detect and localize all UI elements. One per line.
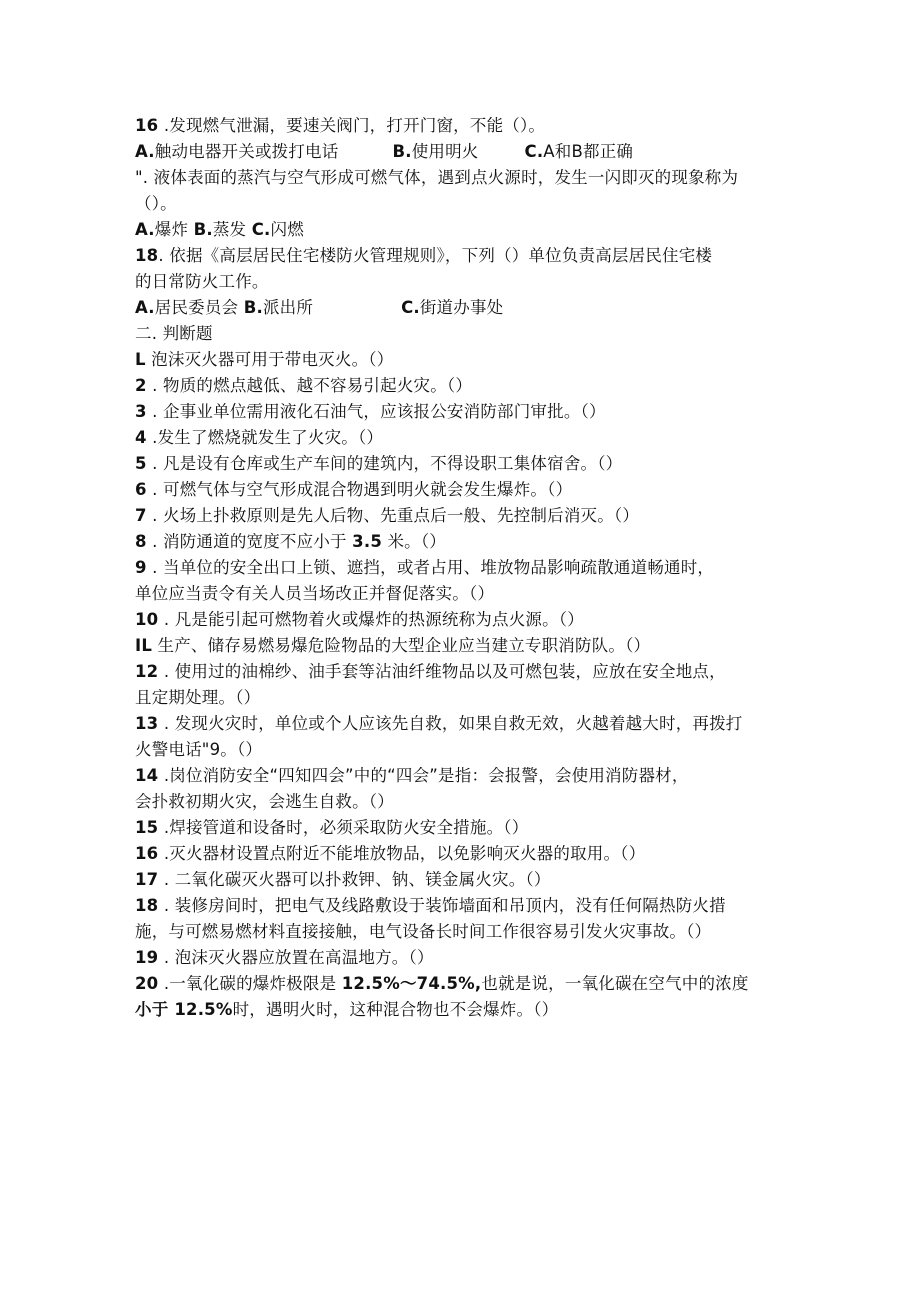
section-title: 二. 判断题	[135, 324, 213, 343]
question-18-line2: 的日常防火工作。	[135, 272, 269, 291]
question-17-line1: ". 液体表面的蒸汽与空气形成可燃气体，遇到点火源时，发生一闪即灭的现象称为	[135, 168, 739, 187]
tf-question-5: 5 . 凡是设有仓库或生产车间的建筑内，不得设职工集体宿舍。（）	[135, 454, 623, 473]
question-17-line2: （）。	[135, 194, 177, 213]
option-a: A.居民委员会	[135, 298, 239, 317]
tf-question-8: 8 . 消防通道的宽度不应小于 3.5 米。（）	[135, 532, 447, 551]
tf-question-11: IL 生产、储存易燃易爆危险物品的大型企业应当建立专职消防队。（）	[135, 636, 651, 655]
question-number: 18	[135, 246, 159, 265]
option-a: A.爆炸	[135, 220, 189, 239]
tf-question-20: 20 .一氧化碳的爆炸极限是 12.5%～74.5%,也就是说，一氧化碳在空气中的浓度	[135, 974, 749, 993]
option-c: C.街道办事处	[401, 298, 504, 317]
question-18-options	[135, 295, 795, 321]
tf-question-12: 12 . 使用过的油棉纱、油手套等沾油纤维物品以及可燃包装，应放在安全地点，	[135, 662, 726, 681]
tf-question-9: 9 . 当单位的安全出口上锁、遮挡，或者占用、堆放物品影响疏散通道畅通时，	[135, 558, 715, 577]
tf-question-16: 16 .灭火器材设置点附近不能堆放物品，以免影响灭火器的取用。（）	[135, 844, 646, 863]
option-b: B.使用明火	[392, 142, 479, 161]
exam-content	[135, 113, 795, 1023]
option-c: C.闪燃	[251, 220, 304, 239]
question-16	[135, 113, 795, 139]
tf-question-13-line2: 火警电话"9。（）	[135, 740, 263, 759]
tf-question-18-line2: 施，与可燃易燃材料直接接触，电气设备长时间工作很容易引发火灾事故。（）	[135, 922, 712, 941]
tf-question-1: L 泡沫灭火器可用于带电灭火。（）	[135, 350, 394, 369]
question-text: . 依据《高层居民住宅楼防火管理规则》，下列（）单位负责高层居民住宅楼	[158, 246, 713, 265]
tf-question-7: 7 . 火场上扑救原则是先人后物、先重点后一般、先控制后消灭。（）	[135, 506, 640, 525]
tf-question-14-line2: 会扑救初期火灾，会逃生自救。（）	[135, 792, 394, 811]
option-b: B.蒸发	[193, 220, 247, 239]
tf-question-10: 10 . 凡是能引起可燃物着火或爆炸的热源统称为点火源。（）	[135, 610, 584, 629]
question-number: 16	[135, 116, 159, 135]
tf-question-4: 4 .发生了燃烧就发生了火灾。（）	[135, 428, 384, 447]
question-text: .发现燃气泄漏，要速关阀门，打开门窗，不能（）。	[158, 116, 546, 135]
tf-question-13: 13 . 发现火灾时，单位或个人应该先自救，如果自救无效，火越着越大时，再拨打	[135, 714, 743, 733]
tf-question-14: 14 .岗位消防安全“四知四会”中的“四会”是指：会报警，会使用消防器材，	[135, 766, 689, 785]
tf-question-15: 15 .焊接管道和设备时，必须采取防火安全措施。（）	[135, 818, 529, 837]
tf-question-18: 18 . 装修房间时，把电气及线路敷设于装饰墙面和吊顶内，没有任何隔热防火措	[135, 896, 726, 915]
option-b: B.派出所	[243, 298, 314, 317]
option-a: A.触动电器开关或拨打电话	[135, 142, 339, 161]
tf-question-20-line2: 小于 12.5%时，遇明火时，这种混合物也不会爆炸。（）	[135, 1000, 559, 1019]
option-c: C.A和B都正确	[524, 142, 634, 161]
tf-question-12-line2: 且定期处理。（）	[135, 688, 261, 707]
tf-question-9-line2: 单位应当责令有关人员当场改正并督促落实。（）	[135, 584, 495, 603]
tf-question-3: 3 . 企事业单位需用液化石油气，应该报公安消防部门审批。（）	[135, 402, 606, 421]
tf-question-17: 17 . 二氧化碳灭火器可以扑救钾、钠、镁金属火灾。（）	[135, 870, 551, 889]
question-18	[135, 243, 795, 269]
tf-question-2: 2 . 物质的燃点越低、越不容易引起火灾。（）	[135, 376, 473, 395]
tf-question-6: 6 . 可燃气体与空气形成混合物遇到明火就会发生爆炸。（）	[135, 480, 573, 499]
question-17-options	[135, 217, 795, 243]
question-16-options	[135, 139, 795, 165]
tf-question-19: 19 . 泡沫灭火器应放置在高温地方。（）	[135, 948, 434, 967]
